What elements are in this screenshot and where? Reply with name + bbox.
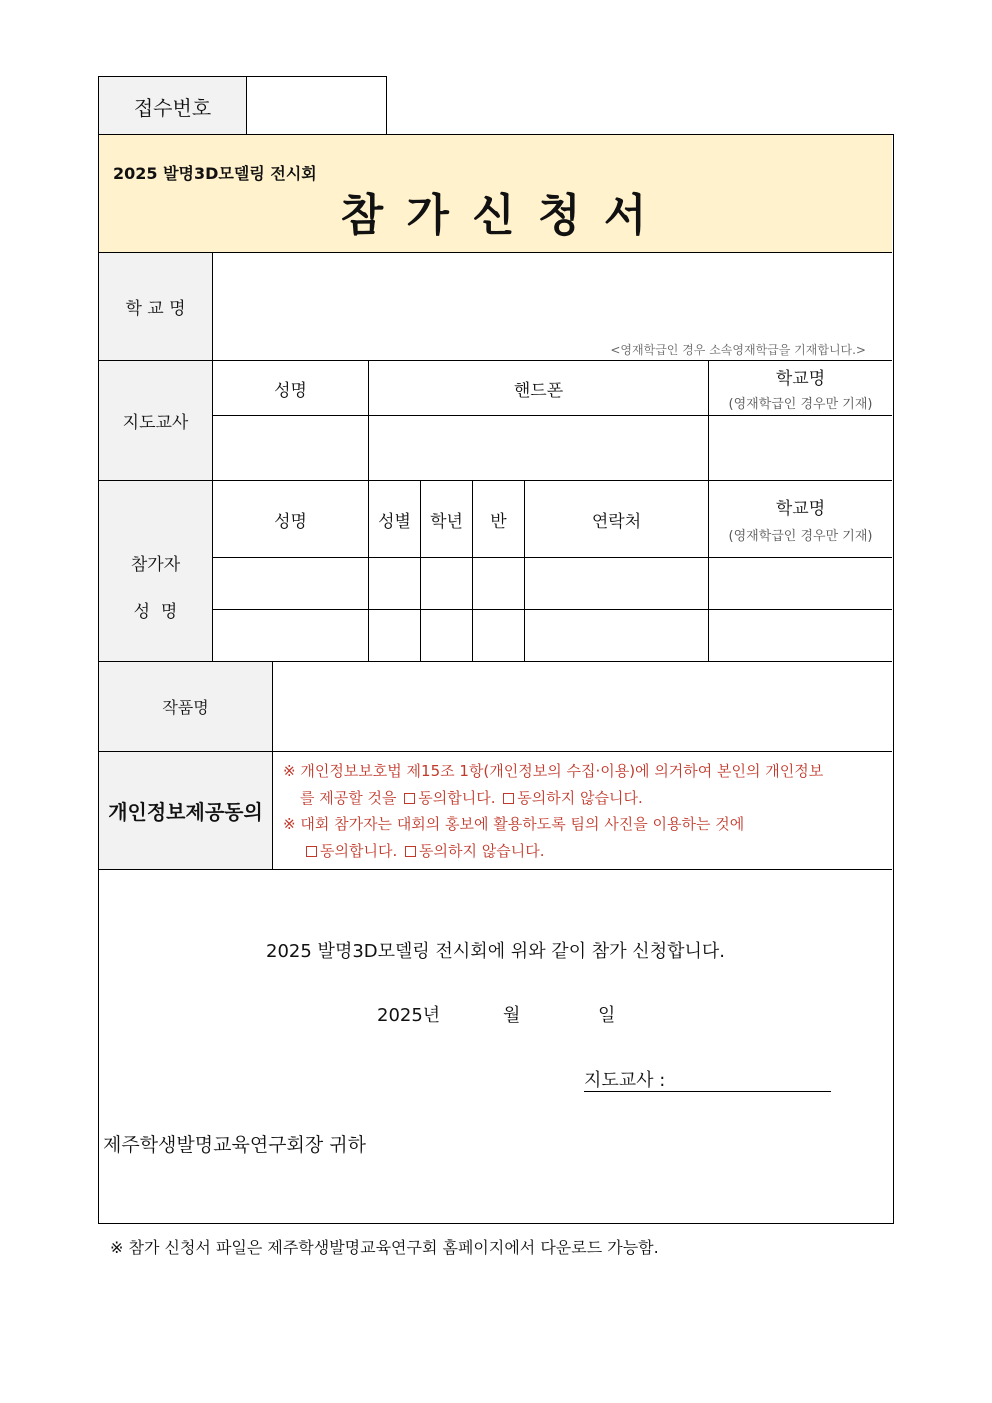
teacher-col-school-label: 학교명: [775, 369, 826, 389]
participants-label-line2: 성 명: [133, 602, 178, 622]
consent-item-1-line-2: [283, 785, 892, 812]
teacher-school-field[interactable]: [709, 416, 892, 481]
declaration-year: 2025년: [377, 1005, 441, 1026]
participants-col-school-label: 학교명: [775, 499, 826, 519]
form-subtitle: 2025 발명3D모델링 전시회: [113, 164, 317, 183]
consent-label: 개인정보제공동의: [99, 752, 273, 870]
participant-2-name[interactable]: [213, 610, 369, 662]
work-label: 작품명: [99, 662, 273, 752]
participant-2-gender[interactable]: [369, 610, 421, 662]
teacher-col-school-note: (영재학급인 경우만 기재): [728, 397, 873, 412]
consent-item-1-line-1: ※ 개인정보보호법 제15조 1항(개인정보의 수집·이용)에 의거하여 본인의 개인정보: [283, 762, 824, 780]
recipient: 제주학생발명교육연구회장 귀하: [103, 1134, 366, 1156]
teacher-label: 지도교사: [99, 361, 213, 481]
footnote: ※ 참가 신청서 파일은 제주학생발명교육연구회 홈페이지에서 다운로드 가능함.: [110, 1238, 659, 1257]
form-title: 참 가 신 청 서: [340, 190, 651, 241]
participants-col-school: [709, 481, 892, 558]
participant-2-grade[interactable]: [421, 610, 473, 662]
consent-2-agree-checkbox[interactable]: [306, 846, 317, 857]
consent-1-agree-checkbox[interactable]: [404, 793, 415, 804]
participant-1-name[interactable]: [213, 558, 369, 610]
participant-1-school[interactable]: [709, 558, 892, 610]
consent-text: [273, 752, 892, 870]
participant-2-contact[interactable]: [525, 610, 709, 662]
receipt-label: 접수번호: [99, 77, 247, 135]
consent-1-disagree-checkbox[interactable]: [503, 793, 514, 804]
consent-item-1-text: 를 제공할 것을: [300, 788, 397, 807]
consent-2-agree-label: 동의합니다.: [320, 841, 398, 860]
signature-line[interactable]: [584, 1066, 831, 1092]
consent-2-disagree-label: 동의하지 않습니다.: [419, 841, 545, 860]
participants-label-line1: 참가자: [130, 555, 181, 575]
declaration-month: 월: [503, 1005, 521, 1026]
consent-2-disagree-checkbox[interactable]: [405, 846, 416, 857]
receipt-box: [98, 76, 387, 135]
participant-1-grade[interactable]: [421, 558, 473, 610]
consent-item-2-line-2: [283, 838, 892, 865]
school-note: <영재학급인 경우 소속영재학급을 기재합니다.>: [610, 343, 866, 357]
participants-col-name: 성명: [213, 481, 369, 558]
participant-1-contact[interactable]: [525, 558, 709, 610]
participant-2-school[interactable]: [709, 610, 892, 662]
consent-1-agree-label: 동의합니다.: [418, 788, 496, 807]
receipt-number-field[interactable]: [247, 77, 385, 135]
teacher-col-school: [709, 361, 892, 416]
declaration-statement: 2025 발명3D모델링 전시회에 위와 같이 참가 신청합니다.: [266, 941, 725, 962]
consent-1-disagree-label: 동의하지 않습니다.: [517, 788, 643, 807]
participants-col-contact: 연락처: [525, 481, 709, 558]
teacher-col-phone: 핸드폰: [369, 361, 709, 416]
participant-2-class[interactable]: [473, 610, 525, 662]
teacher-col-name: 성명: [213, 361, 369, 416]
teacher-phone-field[interactable]: [369, 416, 709, 481]
participants-col-grade: 학년: [421, 481, 473, 558]
application-form: [98, 134, 894, 1224]
participants-label: [99, 481, 213, 662]
participant-1-class[interactable]: [473, 558, 525, 610]
participants-col-school-note: (영재학급인 경우만 기재): [728, 529, 873, 544]
form-header: [99, 135, 892, 253]
signer-label: 지도교사 :: [584, 1070, 666, 1091]
teacher-name-field[interactable]: [213, 416, 369, 481]
declaration-day: 일: [598, 1005, 616, 1026]
consent-item-2-line-1: ※ 대회 참가자는 대회의 홍보에 활용하도록 팀의 사진을 이용하는 것에: [283, 815, 745, 833]
participant-1-gender[interactable]: [369, 558, 421, 610]
school-label: 학 교 명: [99, 253, 213, 361]
school-field[interactable]: [213, 253, 892, 361]
work-title-field[interactable]: [273, 662, 892, 752]
participants-col-class: 반: [473, 481, 525, 558]
participants-col-gender: 성별: [369, 481, 421, 558]
